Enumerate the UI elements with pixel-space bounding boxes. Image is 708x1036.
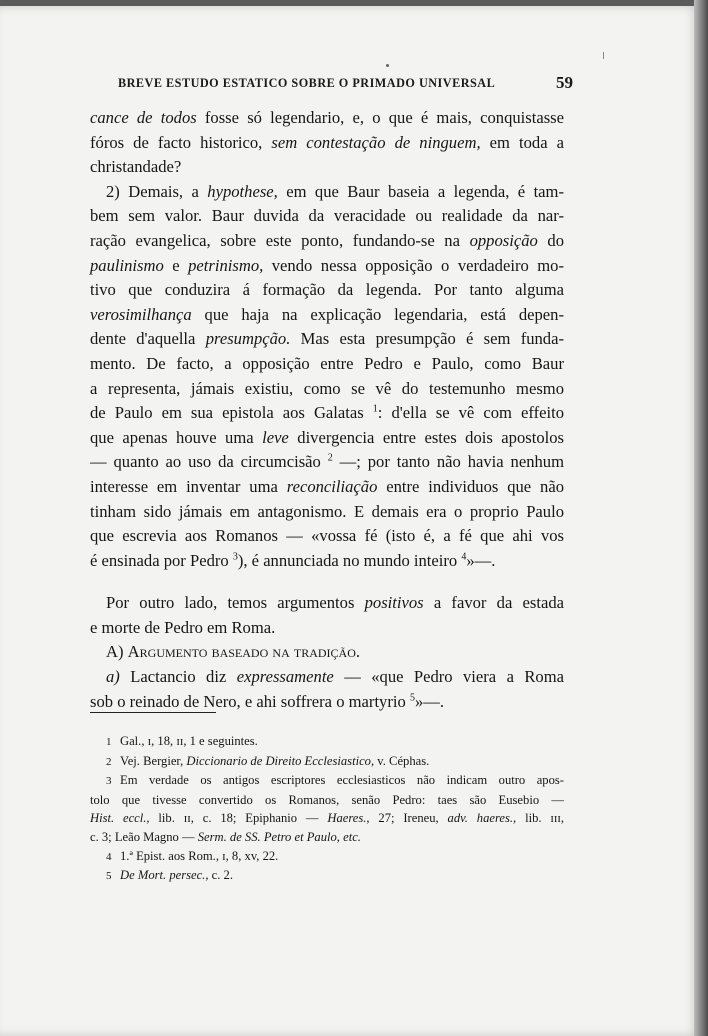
text-line: e morte de Pedro em Roma. [90,617,276,637]
text-line: tinham sido jámais em antagonismo. E demais era o proprio Paulo [90,501,564,521]
text-line: mento. De facto, a opposição entre Pedro e Paulo, como Baur [90,353,564,373]
text-line: tivo que conduzira á formação da legenda. Por tanto alguma [90,280,564,300]
text-line: Por outro lado, temos argumentos positivos a favor da estada [106,593,564,613]
footnote: 3 Em verdade os antigos escriptores ecclesiasticos não indicam outro apos- tolo que tivesse convertido os Romanos, senão Pedro: taes são Eusebio — Hist. eccl., lib. ɪɪ, c. 18; Epiphanio — Haeres., 27; Ireneu, adv. haeres., lib. ɪɪɪ, c. 3; Leão Magno — Serm. de SS. Petro et Paulo, etc. [90,773,565,844]
text-line: fóros de facto historico, sem contestação de ninguem, em toda a [90,132,564,152]
footnote-rule [90,712,216,713]
footnote: 5 De Mort. persec., c. 2. [106,868,233,883]
text-line: ração evangelica, sobre este ponto, fundando-se na opposição do [90,230,564,250]
text-line: a representa, jámais existiu, como se vê do testemunho mesmo [90,378,564,398]
text-line: 2) Demais, a hypothese, em que Baur baseia a legenda, é tam- [106,181,564,201]
page-mark [603,52,604,59]
running-header [118,73,573,92]
text-line: sob o reinado de Nero, e ahi soffrera o martyrio $^5$»—. [90,691,444,711]
footnote: 4 1.ª Epist. aos Rom., ɪ, 8, xv, 22. [106,848,279,863]
page-edge [694,0,708,1036]
footnote-ref[interactable]: 5 [409,692,415,704]
book-page [0,6,700,1036]
text-line: verosimilhança que haja na explicação legendaria, está depen- [90,304,564,324]
text-line: que apenas houve uma leve divergencia entre estes dois apostolos [90,427,564,447]
text-line: a) Lactancio diz expressamente — «que Pedro viera a Roma [106,667,564,687]
section-heading: A) Argumento baseado na tradição. [106,642,361,662]
footnote: 2 Vej. Bergier, Diccionario de Direito Ecclesiastico, v. Céphas. [106,753,430,768]
footnote-ref[interactable]: 4 [461,551,467,563]
footnote-ref[interactable]: 3 [232,551,238,563]
text-line: cance de todos fosse só legendario, e, o que é mais, conquistasse [90,108,564,127]
text-line: interesse em inventar uma reconciliação entre individuos que não [90,476,565,496]
text-line: de Paulo em sua epistola aos Galatas $^1$: d'ella se vê com effeito [90,403,564,423]
main-text [90,106,564,714]
text-line: christandade? [90,157,182,177]
page-number: 59 [556,73,573,92]
text-line: dente d'aquella presumpção. Mas esta presumpção é sem funda- [90,329,564,349]
text-line: é ensinada por Pedro $^3$), é annunciada no mundo inteiro $^4$»—. [90,550,496,570]
footnote-ref[interactable]: 2 [327,452,333,464]
text-line: que escrevia aos Romanos — «vossa fé (isto é, a fé que ahi vos [90,526,564,546]
paragraph-gap [90,573,564,591]
footnote-ref[interactable]: 1 [372,403,378,415]
text-line: paulinismo e petrinismo, vendo nessa opposição o verdadeiro mo- [90,255,564,275]
running-title: BREVE ESTUDO ESTATICO SOBRE O PRIMADO UNIVERSAL [118,76,496,90]
footnotes [90,732,564,886]
text-line: — quanto ao uso da circumcisão $^2$ —; por tanto não havia nenhum [90,452,564,472]
text-line: bem sem valor. Baur duvida da veracidade ou realidade da nar- [90,206,564,226]
ink-dot [386,64,389,67]
footnote: 1 Gal., ɪ, 18, ɪɪ, 1 e seguintes. [106,734,258,748]
